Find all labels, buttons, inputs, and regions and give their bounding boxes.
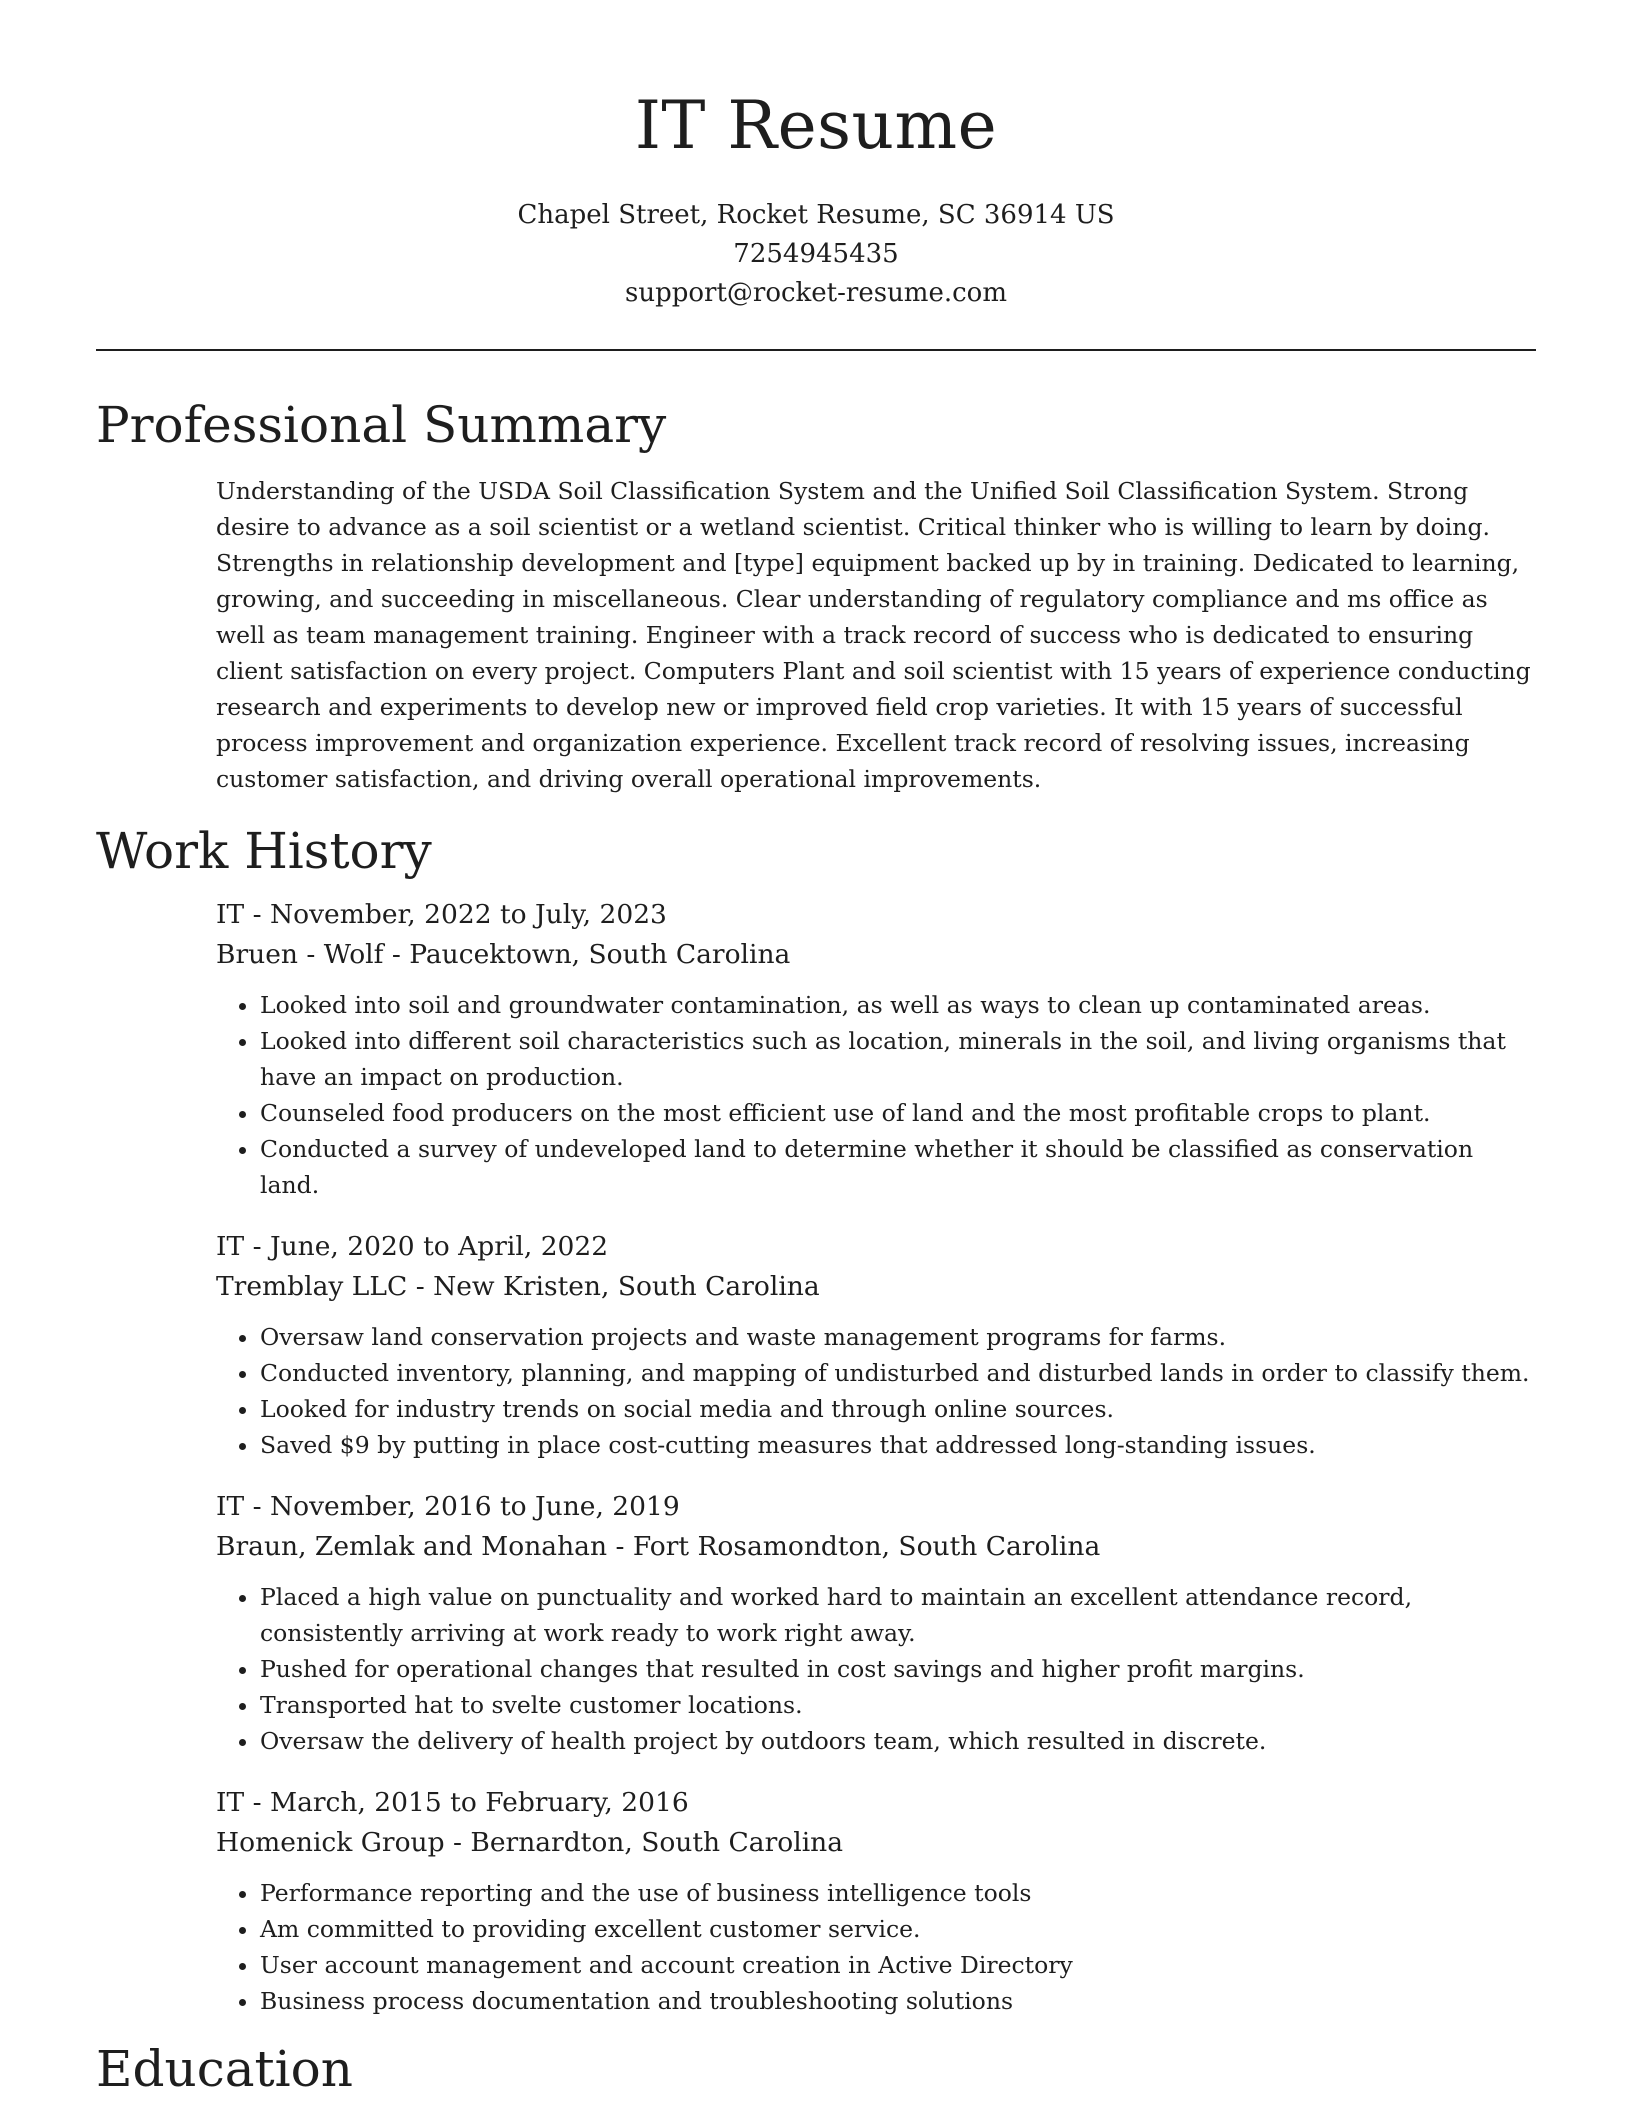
- job-location: - New Kristen, South Carolina: [407, 1271, 820, 1302]
- header-divider: [96, 349, 1536, 351]
- job-entry: [216, 1487, 1536, 1759]
- phone-text: 7254945435: [733, 239, 899, 269]
- job-bullet: • Looked into soil and groundwater contamination, as well as ways to clean up contaminated areas.: [260, 987, 1536, 1023]
- company-name: Braun, Zemlak and Monahan: [216, 1531, 608, 1562]
- education-heading: Education: [96, 2040, 353, 2098]
- resume-page: [96, 0, 1536, 2099]
- job-bullet: • Saved $9 by putting in place cost-cutting measures that addressed long-standing issues.: [260, 1427, 1536, 1463]
- job-bullet: • Counseled food producers on the most efficient use of land and the most profitable crops to plant.: [260, 1095, 1536, 1131]
- company-name: Homenick Group: [216, 1827, 445, 1858]
- summary-heading: Professional Summary: [96, 396, 667, 454]
- job-entry: [216, 895, 1536, 1203]
- contact-block: [96, 196, 1536, 313]
- job-bullet: • Conducted inventory, planning, and mapping of undisturbed and disturbed lands in order to classify them.: [260, 1355, 1536, 1391]
- email-text: support@rocket-resume.com: [624, 278, 1007, 308]
- job-bullet: • Looked into different soil characteristics such as location, minerals in the soil, and living organisms that have an impact on production.: [260, 1023, 1536, 1095]
- job-bullet: • User account management and account creation in Active Directory: [260, 1947, 1536, 1983]
- work-history-heading: Work History: [96, 822, 432, 880]
- job-bullet-list: [216, 1875, 1536, 2019]
- job-bullet: • Business process documentation and troubleshooting solutions: [260, 1983, 1536, 2019]
- job-bullet: • Conducted a survey of undeveloped land to determine whether it should be classified as conservation land.: [260, 1131, 1536, 1203]
- job-bullet-list: [216, 987, 1536, 1203]
- job-location: - Fort Rosamondton, South Carolina: [607, 1531, 1101, 1562]
- job-bullet: • Performance reporting and the use of business intelligence tools: [260, 1875, 1536, 1911]
- company-name: Bruen - Wolf: [216, 939, 384, 970]
- job-employer: [216, 1527, 1536, 1567]
- summary-text: Understanding of the USDA Soil Classification System and the Unified Soil Classification System. Strong desire to advance as a soil scientist or a wetland scientist. Critical thinker who is willing to learn by doing. Strengths in relationship development and [type] equipment backed up by in training. Dedicated to learning, growing, and succeeding in miscellaneous. Clear understanding of regulatory compliance and ms office as well as team management training. Engineer with a track record of success who is dedicated to ensuring client satisfaction on every project. Computers Plant and soil scientist with 15 years of experience conducting research and experiments to develop new or improved field crop varieties. It with 15 years of successful process improvement and organization experience. Excellent track record of resolving issues, increasing customer satisfaction, and driving overall operational improvements.: [216, 477, 1531, 793]
- job-entry: [216, 1783, 1536, 2019]
- job-bullet-list: [216, 1319, 1536, 1463]
- resume-title: IT Resume: [634, 87, 998, 164]
- job-bullet: • Transported hat to svelte customer locations.: [260, 1687, 1536, 1723]
- job-bullet: • Placed a high value on punctuality and worked hard to maintain an excellent attendance record, consistently arriving at work ready to work right away.: [260, 1579, 1536, 1651]
- job-employer: [216, 1267, 1536, 1307]
- job-bullet-list: [216, 1579, 1536, 1759]
- address-text: Chapel Street, Rocket Resume, SC 36914 US: [517, 200, 1115, 230]
- job-bullet: • Oversaw the delivery of health project by outdoors team, which resulted in discrete.: [260, 1723, 1536, 1759]
- job-entry: [216, 1227, 1536, 1463]
- job-employer: [216, 1823, 1536, 1863]
- resume-header: [96, 0, 1536, 313]
- job-location: - Paucektown, South Carolina: [383, 939, 791, 970]
- job-title: IT - November, 2016 to June, 2019: [216, 1491, 680, 1522]
- job-bullet: • Looked for industry trends on social media and through online sources.: [260, 1391, 1536, 1427]
- work-history-list: [216, 895, 1536, 2019]
- job-location: - Bernardton, South Carolina: [444, 1827, 844, 1858]
- job-bullet: • Am committed to providing excellent customer service.: [260, 1911, 1536, 1947]
- company-name: Tremblay LLC: [216, 1271, 408, 1302]
- job-title: IT - November, 2022 to July, 2023: [216, 899, 667, 930]
- job-bullet: • Pushed for operational changes that resulted in cost savings and higher profit margins.: [260, 1651, 1536, 1687]
- job-bullet: • Oversaw land conservation projects and waste management programs for farms.: [260, 1319, 1536, 1355]
- job-title: IT - June, 2020 to April, 2022: [216, 1231, 609, 1262]
- job-title: IT - March, 2015 to February, 2016: [216, 1787, 689, 1818]
- job-employer: [216, 935, 1536, 975]
